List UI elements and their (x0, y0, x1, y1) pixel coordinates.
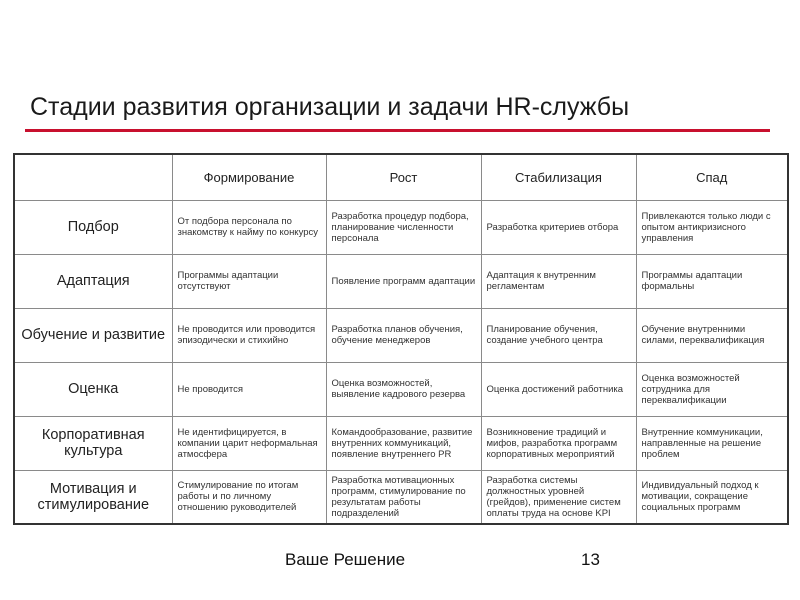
table-row (14, 200, 788, 254)
row-label: Мотивация и стимулирование (14, 470, 172, 524)
table-cell: Не проводится или проводится эпизодически и стихийно (172, 308, 326, 362)
table-cell: Планирование обучения, создание учебного центра (481, 308, 636, 362)
header-cell-formation: Формирование (172, 154, 326, 200)
table-cell: Оценка возможностей, выявление кадрового резерва (326, 362, 481, 416)
table-row (14, 308, 788, 362)
table-cell: Разработка системы должностных уровней (грейдов), применение систем оплаты труда на основе KPI (481, 470, 636, 524)
table-cell: Разработка процедур подбора, планирование численности персонала (326, 200, 481, 254)
table-row (14, 470, 788, 524)
slide-title: Стадии развития организации и задачи HR-службы (30, 93, 630, 121)
footer-brand: Ваше Решение (285, 550, 406, 569)
table-cell: Оценка возможностей сотрудника для переквалификации (636, 362, 788, 416)
header-cell-stabilization: Стабилизация (481, 154, 636, 200)
table-cell: Командообразование, развитие внутренних коммуникаций, появление внутреннего PR (326, 416, 481, 470)
table-row (14, 254, 788, 308)
page-number: 13 (581, 550, 600, 569)
table-cell: Обучение внутренними силами, переквалификация (636, 308, 788, 362)
row-label: Подбор (14, 200, 172, 254)
header-cell-growth: Рост (326, 154, 481, 200)
row-label: Корпоративная культура (14, 416, 172, 470)
table-cell: Не проводится (172, 362, 326, 416)
table-cell: Внутренние коммуникации, направленные на решение проблем (636, 416, 788, 470)
table-cell: Появление программ адаптации (326, 254, 481, 308)
header-cell-decline: Спад (636, 154, 788, 200)
table-row (14, 362, 788, 416)
hr-stages-table (13, 153, 789, 525)
table-cell: Привлекаются только люди с опытом антикризисного управления (636, 200, 788, 254)
table-cell: Разработка планов обучения, обучение менеджеров (326, 308, 481, 362)
table-cell: Стимулирование по итогам работы и по личному отношению руководителей (172, 470, 326, 524)
table-cell: Возникновение традиций и мифов, разработка программ корпоративных мероприятий (481, 416, 636, 470)
table-cell: Программы адаптации формальны (636, 254, 788, 308)
table-cell: Адаптация к внутренним регламентам (481, 254, 636, 308)
table-cell: Разработка критериев отбора (481, 200, 636, 254)
table-row (14, 416, 788, 470)
row-label: Обучение и развитие (14, 308, 172, 362)
table-header-row (14, 154, 788, 200)
table-cell: Программы адаптации отсутствуют (172, 254, 326, 308)
header-cell-empty (14, 154, 172, 200)
table-cell: Индивидуальный подход к мотивации, сокращение социальных программ (636, 470, 788, 524)
table-cell: Оценка достижений работника (481, 362, 636, 416)
table-cell: Не идентифицируется, в компании царит неформальная атмосфера (172, 416, 326, 470)
row-label: Оценка (14, 362, 172, 416)
row-label: Адаптация (14, 254, 172, 308)
table-cell: От подбора персонала по знакомству к найму по конкурсу (172, 200, 326, 254)
title-divider (25, 129, 770, 132)
table-cell: Разработка мотивационных программ, стимулирование по результатам работы подразделений (326, 470, 481, 524)
